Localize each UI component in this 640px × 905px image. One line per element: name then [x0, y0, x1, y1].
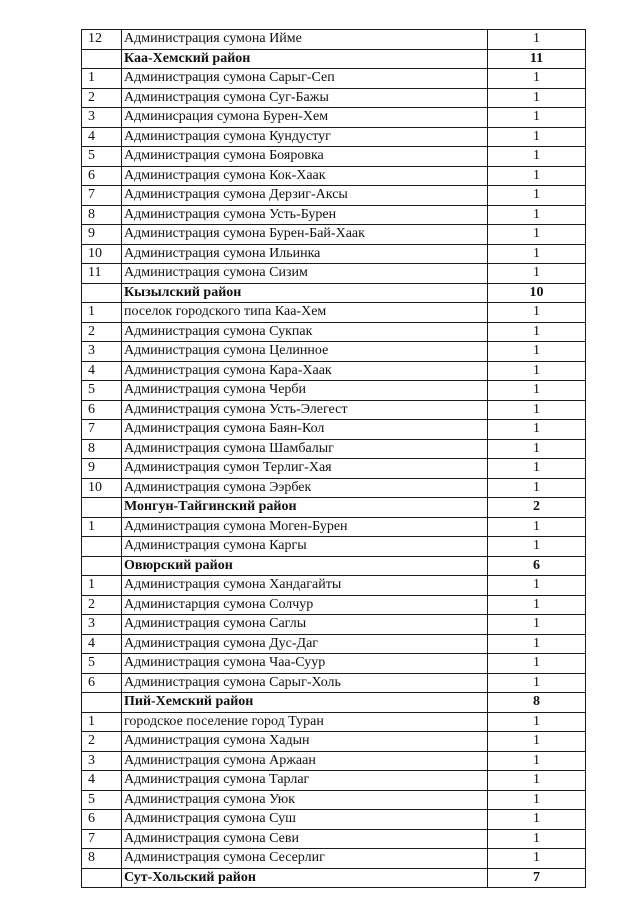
count-cell: 1: [488, 322, 586, 342]
table-row: [82, 264, 586, 284]
row-number-cell: 6: [82, 673, 122, 693]
row-number-cell: 5: [82, 790, 122, 810]
row-number-cell: 3: [82, 342, 122, 362]
table-row: [82, 88, 586, 108]
row-number-cell: 3: [82, 615, 122, 635]
row-number-cell: 10: [82, 244, 122, 264]
name-cell: Администрация сумона Сарыг-Сеп: [122, 69, 488, 89]
count-cell: 6: [488, 556, 586, 576]
row-number-cell: [82, 49, 122, 69]
count-cell: 1: [488, 186, 586, 206]
table-row: [82, 654, 586, 674]
table-row: [82, 615, 586, 635]
name-cell: Администрация сумона Саглы: [122, 615, 488, 635]
table-row: [82, 537, 586, 557]
count-cell: 1: [488, 88, 586, 108]
row-number-cell: 1: [82, 69, 122, 89]
count-cell: 1: [488, 634, 586, 654]
row-number-cell: 4: [82, 127, 122, 147]
table-row: [82, 517, 586, 537]
name-cell: Администрация сумона Кундустуг: [122, 127, 488, 147]
table-row: [82, 751, 586, 771]
table-row: [82, 595, 586, 615]
name-cell: Кызылский район: [122, 283, 488, 303]
count-cell: 1: [488, 400, 586, 420]
table-row: [82, 400, 586, 420]
table-row: [82, 225, 586, 245]
district-header-row: [82, 283, 586, 303]
row-number-cell: 9: [82, 225, 122, 245]
table-row: [82, 303, 586, 323]
name-cell: Администрация сумона Хандагайты: [122, 576, 488, 596]
count-cell: 1: [488, 771, 586, 791]
district-header-row: [82, 498, 586, 518]
name-cell: Администрация сумона Дерзиг-Аксы: [122, 186, 488, 206]
name-cell: Администрация сумона Кок-Хаак: [122, 166, 488, 186]
count-cell: 10: [488, 283, 586, 303]
name-cell: Администрация сумона Сесерлиг: [122, 849, 488, 869]
name-cell: Администрация сумона Каргы: [122, 537, 488, 557]
row-number-cell: 7: [82, 829, 122, 849]
name-cell: Администрация сумона Суш: [122, 810, 488, 830]
count-cell: 8: [488, 693, 586, 713]
table-row: [82, 712, 586, 732]
row-number-cell: 1: [82, 517, 122, 537]
table-row: [82, 342, 586, 362]
name-cell: Овюрский район: [122, 556, 488, 576]
name-cell: Администрация сумона Аржаан: [122, 751, 488, 771]
name-cell: Администрация сумона Дус-Даг: [122, 634, 488, 654]
table-body: [82, 30, 586, 888]
count-cell: 1: [488, 127, 586, 147]
count-cell: 1: [488, 69, 586, 89]
row-number-cell: 4: [82, 361, 122, 381]
row-number-cell: 3: [82, 108, 122, 128]
count-cell: 1: [488, 166, 586, 186]
district-header-row: [82, 868, 586, 888]
table-row: [82, 186, 586, 206]
name-cell: Каа-Хемский район: [122, 49, 488, 69]
row-number-cell: 3: [82, 751, 122, 771]
count-cell: 1: [488, 147, 586, 167]
table-row: [82, 69, 586, 89]
name-cell: Администрация сумона Ийме: [122, 30, 488, 50]
row-number-cell: 2: [82, 732, 122, 752]
row-number-cell: [82, 498, 122, 518]
row-number-cell: 7: [82, 420, 122, 440]
row-number-cell: 6: [82, 400, 122, 420]
table-row: [82, 849, 586, 869]
name-cell: поселок городского типа Каа-Хем: [122, 303, 488, 323]
table-row: [82, 810, 586, 830]
name-cell: Администрация сумона Усть-Элегест: [122, 400, 488, 420]
table-row: [82, 30, 586, 50]
name-cell: Администрация сумона Баян-Кол: [122, 420, 488, 440]
name-cell: Администрация сумона Кара-Хаак: [122, 361, 488, 381]
row-number-cell: 12: [82, 30, 122, 50]
count-cell: 1: [488, 751, 586, 771]
count-cell: 1: [488, 420, 586, 440]
count-cell: 1: [488, 459, 586, 479]
name-cell: Администрация сумона Сукпак: [122, 322, 488, 342]
name-cell: Администрация сумона Уюк: [122, 790, 488, 810]
row-number-cell: 6: [82, 166, 122, 186]
count-cell: 1: [488, 108, 586, 128]
name-cell: Администрация сумона Хадын: [122, 732, 488, 752]
district-header-row: [82, 693, 586, 713]
count-cell: 1: [488, 673, 586, 693]
table-row: [82, 147, 586, 167]
table-row: [82, 420, 586, 440]
table-row: [82, 205, 586, 225]
count-cell: 1: [488, 615, 586, 635]
row-number-cell: 1: [82, 712, 122, 732]
count-cell: 1: [488, 732, 586, 752]
row-number-cell: 10: [82, 478, 122, 498]
count-cell: 1: [488, 264, 586, 284]
row-number-cell: [82, 868, 122, 888]
table-row: [82, 381, 586, 401]
row-number-cell: 5: [82, 147, 122, 167]
row-number-cell: 8: [82, 205, 122, 225]
table-row: [82, 361, 586, 381]
table-row: [82, 790, 586, 810]
table-row: [82, 127, 586, 147]
row-number-cell: 4: [82, 634, 122, 654]
name-cell: Администрация сумона Бояровка: [122, 147, 488, 167]
row-number-cell: 2: [82, 322, 122, 342]
count-cell: 1: [488, 303, 586, 323]
table-row: [82, 166, 586, 186]
name-cell: Администрация сумона Севи: [122, 829, 488, 849]
name-cell: Админисрация сумона Бурен-Хем: [122, 108, 488, 128]
district-header-row: [82, 49, 586, 69]
name-cell: Администрация сумона Усть-Бурен: [122, 205, 488, 225]
name-cell: Администрация сумона Моген-Бурен: [122, 517, 488, 537]
table-row: [82, 829, 586, 849]
name-cell: Администарция сумона Солчур: [122, 595, 488, 615]
table-row: [82, 478, 586, 498]
name-cell: Администрация сумона Шамбалыг: [122, 439, 488, 459]
name-cell: Администрация сумона Черби: [122, 381, 488, 401]
district-header-row: [82, 556, 586, 576]
count-cell: 1: [488, 849, 586, 869]
name-cell: городское поселение город Туран: [122, 712, 488, 732]
name-cell: Монгун-Тайгинский район: [122, 498, 488, 518]
name-cell: Администрация сумона Чаа-Суур: [122, 654, 488, 674]
table-row: [82, 673, 586, 693]
table-row: [82, 108, 586, 128]
count-cell: 1: [488, 654, 586, 674]
row-number-cell: 1: [82, 576, 122, 596]
name-cell: Администрация сумона Ильинка: [122, 244, 488, 264]
row-number-cell: 5: [82, 654, 122, 674]
table-row: [82, 634, 586, 654]
name-cell: Администрация сумона Сарыг-Холь: [122, 673, 488, 693]
row-number-cell: 7: [82, 186, 122, 206]
table-row: [82, 576, 586, 596]
count-cell: 1: [488, 381, 586, 401]
row-number-cell: [82, 537, 122, 557]
count-cell: 1: [488, 439, 586, 459]
name-cell: Пий-Хемский район: [122, 693, 488, 713]
row-number-cell: 1: [82, 303, 122, 323]
table-row: [82, 771, 586, 791]
count-cell: 11: [488, 49, 586, 69]
table-row: [82, 439, 586, 459]
name-cell: Администрация сумона Тарлаг: [122, 771, 488, 791]
row-number-cell: 6: [82, 810, 122, 830]
count-cell: 1: [488, 576, 586, 596]
name-cell: Сут-Хольский район: [122, 868, 488, 888]
count-cell: 1: [488, 342, 586, 362]
count-cell: 1: [488, 537, 586, 557]
row-number-cell: 2: [82, 595, 122, 615]
name-cell: Администрация сумона Целинное: [122, 342, 488, 362]
count-cell: 1: [488, 810, 586, 830]
count-cell: 1: [488, 829, 586, 849]
table-row: [82, 244, 586, 264]
count-cell: 1: [488, 225, 586, 245]
count-cell: 1: [488, 30, 586, 50]
count-cell: 7: [488, 868, 586, 888]
district-administrations-table: [81, 29, 586, 888]
count-cell: 1: [488, 790, 586, 810]
row-number-cell: [82, 556, 122, 576]
name-cell: Администрация сумона Бурен-Бай-Хаак: [122, 225, 488, 245]
count-cell: 1: [488, 478, 586, 498]
table-row: [82, 732, 586, 752]
count-cell: 1: [488, 244, 586, 264]
count-cell: 2: [488, 498, 586, 518]
row-number-cell: [82, 283, 122, 303]
row-number-cell: [82, 693, 122, 713]
count-cell: 1: [488, 712, 586, 732]
row-number-cell: 8: [82, 439, 122, 459]
name-cell: Администрация сумон Терлиг-Хая: [122, 459, 488, 479]
name-cell: Администрация сумона Сизим: [122, 264, 488, 284]
count-cell: 1: [488, 517, 586, 537]
row-number-cell: 9: [82, 459, 122, 479]
count-cell: 1: [488, 595, 586, 615]
table-row: [82, 459, 586, 479]
row-number-cell: 2: [82, 88, 122, 108]
row-number-cell: 11: [82, 264, 122, 284]
row-number-cell: 4: [82, 771, 122, 791]
name-cell: Администрация сумона Суг-Бажы: [122, 88, 488, 108]
count-cell: 1: [488, 361, 586, 381]
row-number-cell: 5: [82, 381, 122, 401]
row-number-cell: 8: [82, 849, 122, 869]
table-row: [82, 322, 586, 342]
name-cell: Администрация сумона Ээрбек: [122, 478, 488, 498]
count-cell: 1: [488, 205, 586, 225]
